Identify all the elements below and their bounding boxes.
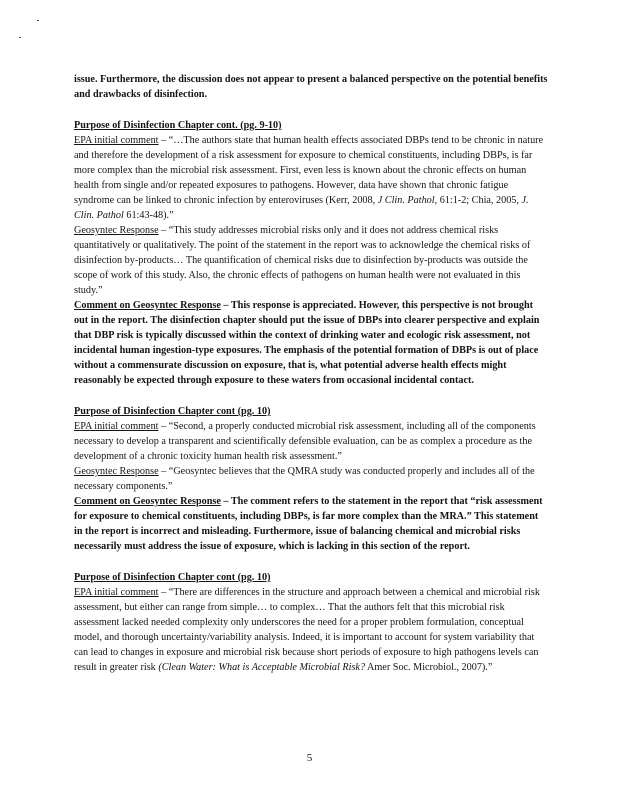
- geosyntec-response-text: – “Geosyntec believes that the QMRA study was conducted properly and includes all of the necessary components.”: [74, 466, 535, 492]
- geosyntec-response-text: – “This study addresses microbial risks only and it does not address chemical risks quantitatively or qualitatively. The point of the statement in the report was to acknowledge the chemical risks of disinfection by-products… The quantification of chemical risks due to disinfection by-products was outside the scope of work of this study. Also, the chronic effects of pathogens on human health were not evaluated in this study.”: [74, 225, 531, 296]
- epa-comment-label: EPA initial comment: [74, 135, 159, 146]
- epa-comment-text: Amer Soc. Microbiol., 2007).”: [365, 662, 493, 673]
- intro-paragraph: issue. Furthermore, the discussion does not appear to present a balanced perspective on the potential benefits and drawbacks of disinfection.: [74, 74, 548, 100]
- section-3: [74, 570, 548, 675]
- scan-speck: [37, 20, 39, 21]
- journal-citation: J. Clin. Pathol: [74, 195, 529, 221]
- epa-comment-text: 61:1-2; Chia, 2005,: [437, 195, 522, 206]
- section-1: [74, 118, 548, 388]
- section-heading: Purpose of Disinfection Chapter cont. (pg. 9-10): [74, 120, 282, 131]
- epa-comment-paragraph: [74, 585, 548, 675]
- epa-comment-label: EPA initial comment: [74, 587, 159, 598]
- document-body: [74, 72, 548, 675]
- epa-comment-text: 61:43-48).”: [123, 210, 174, 221]
- geosyntec-response-paragraph: [74, 464, 548, 494]
- comment-on-response-label: Comment on Geosyntec Response: [74, 300, 221, 311]
- epa-comment-text: – “…The authors state that human health effects associated DBPs tend to be chronic in nature and therefore the development of a risk assessment for exposure to chemical constituents, including DBPs, is far more complex than the microbial risk assessment. First, even less is known about the chronic effects on human health from single and/or repeated exposures to pathogens. However, data have shown that chronic fatigue syndrome can be linked to chronic infection by enteroviruses (Kerr, 2008,: [74, 135, 544, 206]
- geosyntec-response-label: Geosyntec Response: [74, 466, 159, 477]
- epa-comment-paragraph: [74, 133, 548, 223]
- geosyntec-response-label: Geosyntec Response: [74, 225, 159, 236]
- epa-comment-text: – “There are differences in the structure and approach between a chemical and microbial risk assessment, but either can range from simple… to complex… That the authors felt that this microbial risk assessment lacked needed complexity only underscores the need for a proper problem formulation, conceptual model, and thorough uncertainty/variability analysis. Indeed, it is important to account for system variability that can lead to changes in exposure and microbial risk because short periods of exposure to high pathogens levels can result in greater risk: [74, 587, 540, 673]
- section-heading: Purpose of Disinfection Chapter cont (pg. 10): [74, 572, 271, 583]
- geosyntec-response-paragraph: [74, 223, 548, 298]
- section-heading: Purpose of Disinfection Chapter cont (pg. 10): [74, 406, 271, 417]
- comment-on-response-paragraph: [74, 298, 548, 388]
- journal-citation: (Clean Water: What is Acceptable Microbial Risk?: [158, 662, 366, 673]
- epa-comment-text: – “Second, a properly conducted microbial risk assessment, including all of the components necessary to develop a transparent and scientifically defensible evaluation, can be as complex a procedure as the development of a chronic toxicity human health risk assessment.”: [74, 421, 536, 462]
- comment-on-response-text: – This response is appreciated. However, this perspective is not brought out in the report. The disinfection chapter should put the issue of DBPs into clearer perspective and explain that DBP risk is typically discussed within the context of drinking water and ecologic risk assessment, not incidental human ingestion-type exposures. The emphasis of the potential formation of DBPs is out of place without a commensurate discussion on exposure, that is, what potential adverse health effects might reasonably be expected through exposure to these waters from occasional incidental contact.: [74, 300, 540, 386]
- journal-citation: J Clin. Pathol,: [377, 195, 438, 206]
- epa-comment-paragraph: [74, 419, 548, 464]
- section-2: [74, 404, 548, 554]
- scan-speck: [19, 37, 21, 38]
- comment-on-response-paragraph: [74, 494, 548, 554]
- comment-on-response-label: Comment on Geosyntec Response: [74, 496, 221, 507]
- comment-on-response-text: – The comment refers to the statement in the report that “risk assessment for exposure to chemical constituents, including DBPs, is far more complex than the MRA.” This statement in the report is incorrect and misleading. Furthermore, issue of balancing chemical and microbial risks necessarily must address the issue of exposure, which is lacking in this section of the report.: [74, 496, 543, 552]
- page-number: 5: [306, 752, 313, 764]
- epa-comment-label: EPA initial comment: [74, 421, 159, 432]
